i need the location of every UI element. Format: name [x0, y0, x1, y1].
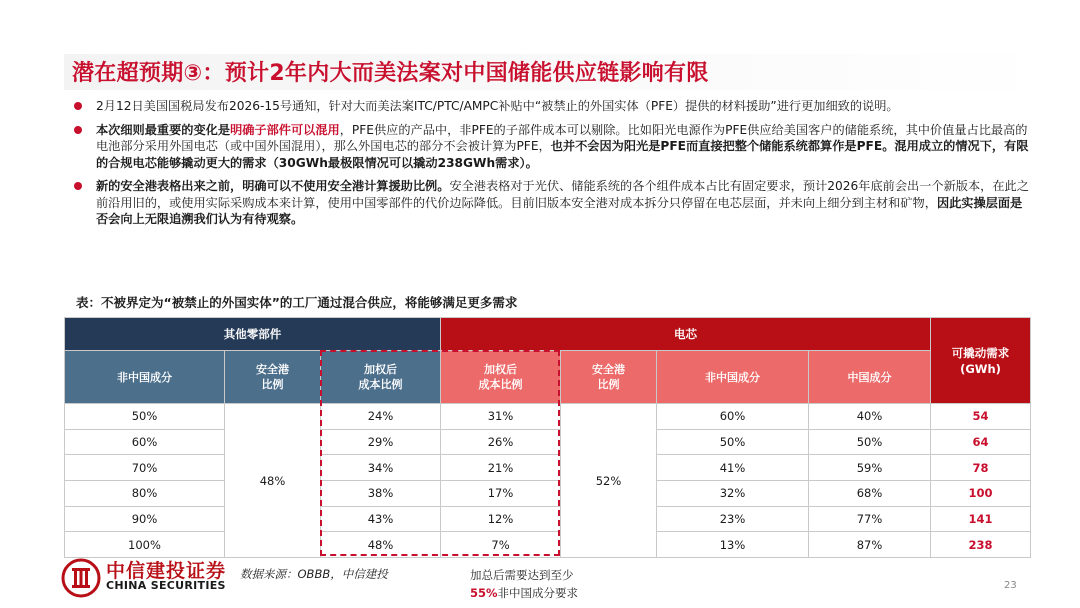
table-row	[65, 429, 1031, 455]
bullet-text: 本次细则最重要的变化是	[96, 122, 231, 137]
requirement-percent: 55%	[470, 586, 498, 600]
cell-other-weighted: 34%	[321, 455, 441, 481]
header-demand: 可撬动需求 (GWh)	[931, 318, 1031, 404]
logo-icon	[60, 558, 102, 598]
cell-cell-cn: 77%	[809, 506, 931, 532]
cell-other-non-cn: 100%	[65, 532, 225, 558]
data-table	[64, 317, 1031, 558]
header-cell-safe-harbor: 安全港 比例	[561, 351, 657, 404]
cell-other-non-cn: 90%	[65, 506, 225, 532]
header-cell-non-cn: 非中国成分	[657, 351, 809, 404]
cell-other-weighted: 29%	[321, 429, 441, 455]
logo-text-cn: 中信建投证券	[106, 560, 227, 582]
cell-demand: 64	[931, 429, 1031, 455]
cell-other-weighted: 24%	[321, 404, 441, 430]
cell-other-safe-harbor: 48%	[225, 404, 321, 558]
cell-demand: 141	[931, 506, 1031, 532]
cell-other-weighted: 48%	[321, 532, 441, 558]
page-title: 潜在超预期③：预计2年内大而美法案对中国储能供应链影响有限	[72, 61, 709, 86]
header-other-parts: 其他零部件	[65, 318, 441, 351]
bullet-text: 安全港表格对于光伏、储能系统的各个组件成本占比有固定要求，预计2026年底前会出一个新版本，在此之前沿用旧的，或使用实际采购成本来计算，使用中国零部件的代价边际降低。目前旧版本安全港对成本拆分只停留在电芯层面，并未向上细分到主材和矿物，	[96, 179, 1029, 210]
table-row	[65, 481, 1031, 507]
cell-cell-safe-harbor: 52%	[561, 404, 657, 558]
cell-demand: 54	[931, 404, 1031, 430]
bullet-text: ，PFE供应的产品中，非PFE的子部件成本可以剔除。比如阳光电源作为PFE供应给美国客户的储能系统，其中价值量占比最高的电池部分采用外国电芯（或中国外国混用），那么外国电芯的部分不会被计算为PFE，	[96, 122, 1028, 153]
cell-cell-cn: 68%	[809, 481, 931, 507]
header-cell-weighted: 加权后 成本比例	[441, 351, 561, 404]
bullet-text: 新的安全港表格出来之前，明确可以不使用安全港计算援助比例。	[96, 179, 450, 193]
cell-cell-weighted: 12%	[441, 506, 561, 532]
cell-cell-weighted: 31%	[441, 404, 561, 430]
header-other-safe-harbor: 安全港 比例	[225, 351, 321, 404]
requirement-text: 非中国成分要求	[497, 586, 579, 600]
cell-cell-non-cn: 32%	[657, 481, 809, 507]
cell-cell-non-cn: 23%	[657, 506, 809, 532]
requirement-note	[470, 566, 578, 602]
bullet-item	[70, 98, 1030, 115]
cell-cell-non-cn: 60%	[657, 404, 809, 430]
bullet-text: 因此实操层面是否会向上无限追溯我们认为有待观察。	[96, 195, 1023, 226]
bullet-item	[70, 178, 1030, 228]
cell-demand: 78	[931, 455, 1031, 481]
bullet-list	[70, 98, 1030, 235]
header-other-weighted: 加权后 成本比例	[321, 351, 441, 404]
bullet-dot-icon	[74, 126, 82, 134]
cell-cell-weighted: 26%	[441, 429, 561, 455]
cell-cell-cn: 87%	[809, 532, 931, 558]
requirement-line-2	[470, 584, 578, 602]
table-row	[65, 404, 1031, 430]
table-caption: 表：不被界定为“被禁止的外国实体”的工厂通过混合供应，将能够满足更多需求	[76, 295, 518, 310]
cell-cell-non-cn: 41%	[657, 455, 809, 481]
table-row	[65, 455, 1031, 481]
bullet-dot-icon	[74, 182, 82, 190]
cell-cell-non-cn: 13%	[657, 532, 809, 558]
cell-demand: 238	[931, 532, 1031, 558]
bullet-dot-icon	[74, 102, 82, 110]
cell-cell-cn: 40%	[809, 404, 931, 430]
cell-other-non-cn: 60%	[65, 429, 225, 455]
bullet-text: 也并不会因为阳光是PFE而直接把整个储能系统都算作是PFE。混用成立的情况下，有限的合规电芯能够撬动更大的需求（30GWh最极限情况可以撬动238GWh需求）。	[96, 139, 1029, 170]
bullet-text: 明确子部件可以混用	[230, 122, 340, 137]
header-other-non-cn: 非中国成分	[65, 351, 225, 404]
header-battery-cell: 电芯	[441, 318, 931, 351]
table-row	[65, 532, 1031, 558]
cell-cell-weighted: 7%	[441, 532, 561, 558]
header-cell-cn: 中国成分	[809, 351, 931, 404]
cell-cell-cn: 59%	[809, 455, 931, 481]
bullet-item	[70, 122, 1030, 172]
logo-text-en: CHINA SECURITIES	[106, 579, 226, 592]
cell-cell-weighted: 17%	[441, 481, 561, 507]
cell-demand: 100	[931, 481, 1031, 507]
cell-other-weighted: 43%	[321, 506, 441, 532]
bullet-text: 2月12日美国国税局发布2026-15号通知，针对大而美法案ITC/PTC/AMPC补贴中“被禁止的外国实体（PFE）提供的材料援助”进行更加细致的说明。	[96, 99, 899, 113]
cell-other-non-cn: 80%	[65, 481, 225, 507]
requirement-line-1: 加总后需要达到至少	[470, 568, 574, 582]
table-row	[65, 506, 1031, 532]
cell-cell-weighted: 21%	[441, 455, 561, 481]
cell-other-non-cn: 70%	[65, 455, 225, 481]
cell-other-non-cn: 50%	[65, 404, 225, 430]
cell-cell-cn: 50%	[809, 429, 931, 455]
cell-other-weighted: 38%	[321, 481, 441, 507]
page-number: 23	[1004, 580, 1017, 591]
cell-cell-non-cn: 50%	[657, 429, 809, 455]
source-note: 数据来源：OBBB，中信建投	[240, 567, 388, 581]
